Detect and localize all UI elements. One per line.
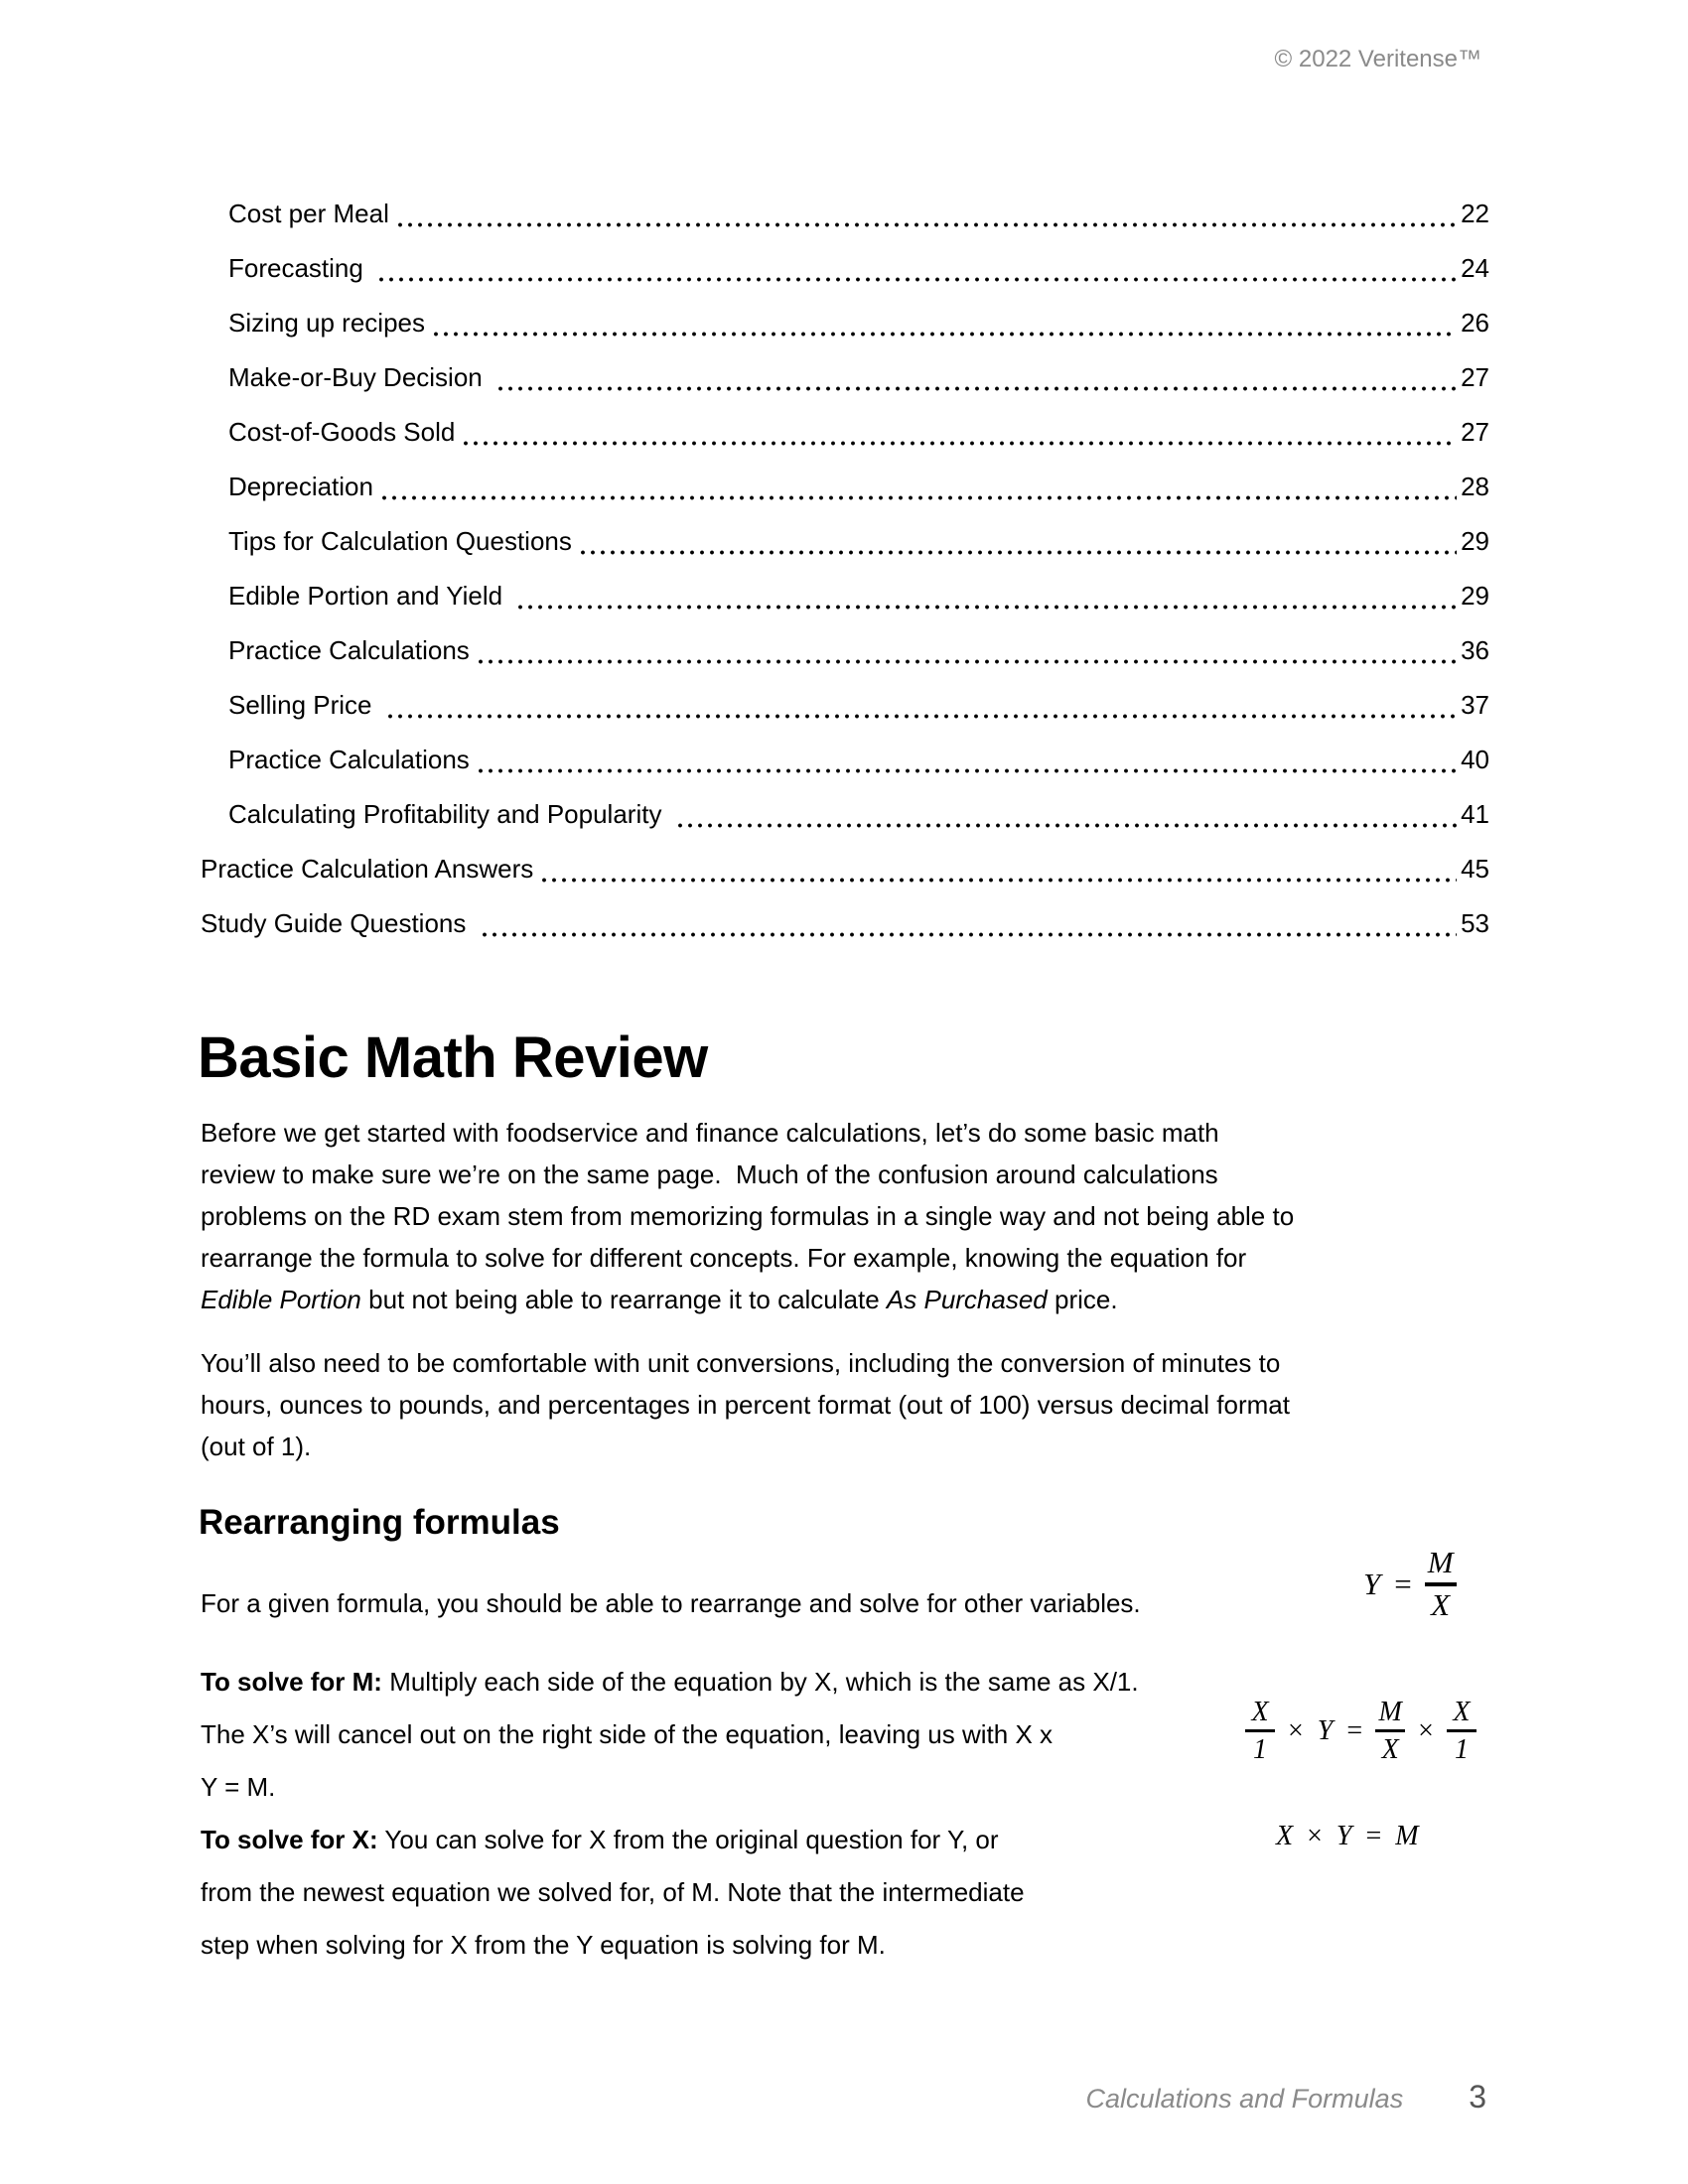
toc-page-number: 26 [1461, 308, 1489, 338]
toc-dot-leader [539, 842, 1457, 896]
toc-entry[interactable] [201, 460, 1489, 514]
toc-entry[interactable] [201, 405, 1489, 460]
fraction-bar [1375, 1729, 1405, 1732]
toc-page-number: 28 [1461, 472, 1489, 501]
toc-page-number: 45 [1461, 854, 1489, 884]
text-line: (out of 1). [201, 1432, 312, 1461]
toc-entry[interactable] [201, 842, 1489, 896]
toc-entry[interactable] [201, 296, 1489, 350]
toc-dot-leader [515, 569, 1457, 623]
toc-entry-label: Practice Calculations [228, 635, 470, 665]
math-variable: Y [1363, 1566, 1381, 1601]
intro-paragraph [201, 1112, 1501, 1320]
footer-page-number: 3 [1469, 2079, 1486, 2115]
math-variable: M [1395, 1821, 1419, 1851]
text-line: Y = M. [201, 1772, 276, 1802]
conversions-paragraph [201, 1342, 1501, 1467]
toc-entry-label: Sizing up recipes [228, 308, 425, 338]
footer-section-title: Calculations and Formulas [1085, 2084, 1404, 2114]
toc-entry-label: Study Guide Questions [201, 908, 474, 938]
toc-dot-leader [495, 350, 1457, 405]
toc-entry-label: Depreciation [228, 472, 373, 501]
text-line: rearrange the formula to solve for different concepts. For example, knowing the equation for [201, 1243, 1247, 1273]
text-line: hours, ounces to pounds, and percentages in percent format (out of 100) versus decimal format [201, 1390, 1290, 1420]
toc-entry-label: Practice Calculations [228, 745, 470, 774]
text-line: Edible Portion but not being able to rearrange it to calculate As Purchased price. [201, 1285, 1118, 1314]
toc-entry[interactable] [201, 569, 1489, 623]
fraction-bar [1447, 1729, 1477, 1732]
table-of-contents [201, 187, 1489, 951]
math-operator: = [1394, 1566, 1412, 1601]
toc-page-number: 29 [1461, 526, 1489, 556]
fraction: $\frac{M}{X}$ [1425, 1547, 1457, 1621]
subsection-title: Rearranging formulas [199, 1503, 560, 1542]
formula-cancel-x [1241, 1698, 1480, 1765]
fraction: $\frac{M}{X}$ [1375, 1698, 1405, 1765]
solve-for-x-paragraph [201, 1814, 1313, 1972]
toc-page-number: 29 [1461, 581, 1489, 611]
footer [1086, 2079, 1486, 2116]
math-operator: × [1288, 1714, 1304, 1746]
toc-dot-leader [476, 623, 1457, 678]
toc-entry[interactable] [201, 787, 1489, 842]
toc-page-number: 24 [1461, 253, 1489, 283]
toc-dot-leader [476, 733, 1457, 787]
math-operator: = [1346, 1714, 1363, 1746]
toc-dot-leader [376, 241, 1457, 296]
toc-dot-leader [675, 787, 1457, 842]
math-variable: Y [1336, 1821, 1352, 1851]
text-line: For a given formula, you should be able to rearrange and solve for other variables. [201, 1588, 1141, 1618]
formula-x-times-y-equals-m [1271, 1821, 1424, 1852]
math-operator: = [1365, 1821, 1382, 1851]
fraction-bar [1245, 1729, 1275, 1732]
text-line: You’ll also need to be comfortable with unit conversions, including the conversion of minutes to [201, 1348, 1281, 1378]
solve-for-m-paragraph [201, 1656, 1313, 1814]
text-line: The X’s will cancel out on the right side of the equation, leaving us with X x [201, 1719, 1054, 1749]
toc-page-number: 53 [1461, 908, 1489, 938]
toc-entry[interactable] [201, 733, 1489, 787]
toc-entry[interactable] [201, 623, 1489, 678]
toc-entry-label: Cost-of-Goods Sold [228, 417, 456, 447]
fraction: $\frac{X}{1}$ [1447, 1698, 1477, 1765]
toc-page-number: 22 [1461, 199, 1489, 228]
math-operator: × [1418, 1714, 1434, 1746]
toc-entry-label: Forecasting [228, 253, 371, 283]
toc-dot-leader [480, 896, 1457, 951]
toc-entry-label: Make-or-Buy Decision [228, 362, 490, 392]
toc-dot-leader [578, 514, 1457, 569]
toc-page-number: 40 [1461, 745, 1489, 774]
toc-page-number: 41 [1461, 799, 1489, 829]
toc-entry[interactable] [201, 187, 1489, 241]
toc-entry-label: Cost per Meal [228, 199, 389, 228]
toc-page-number: 37 [1461, 690, 1489, 720]
math-variable: Y [1317, 1714, 1334, 1746]
toc-dot-leader [385, 678, 1457, 733]
toc-page-number: 36 [1461, 635, 1489, 665]
copyright-notice: © 2022 Veritense™ [1274, 46, 1481, 72]
fraction-bar [1425, 1582, 1457, 1586]
toc-entry-label: Calculating Profitability and Popularity [228, 799, 669, 829]
toc-entry[interactable] [201, 241, 1489, 296]
formula-y-equals-m-over-x [1358, 1547, 1461, 1621]
text-line: from the newest equation we solved for, of M. Note that the intermediate [201, 1877, 1025, 1907]
toc-entry[interactable] [201, 514, 1489, 569]
formula-lead-paragraph [201, 1582, 1352, 1624]
toc-dot-leader [461, 405, 1457, 460]
section-title: Basic Math Review [198, 1025, 708, 1090]
toc-entry[interactable] [201, 350, 1489, 405]
text-line: To solve for X: You can solve for X from the original question for Y, or [201, 1825, 999, 1854]
toc-page-number: 27 [1461, 417, 1489, 447]
text-line: step when solving for X from the Y equation is solving for M. [201, 1930, 886, 1960]
math-variable: X [1276, 1821, 1294, 1851]
text-line: review to make sure we’re on the same page. Much of the confusion around calculations [201, 1160, 1218, 1189]
toc-entry[interactable] [201, 896, 1489, 951]
text-line: Before we get started with foodservice and finance calculations, let’s do some basic math [201, 1118, 1219, 1148]
text-line: To solve for M: Multiply each side of the equation by X, which is the same as X/1. [201, 1667, 1139, 1697]
toc-entry-label: Tips for Calculation Questions [228, 526, 572, 556]
fraction: $\frac{X}{1}$ [1245, 1698, 1275, 1765]
toc-entry-label: Practice Calculation Answers [201, 854, 534, 884]
text-line: problems on the RD exam stem from memorizing formulas in a single way and not being able to [201, 1201, 1295, 1231]
toc-dot-leader [431, 296, 1457, 350]
toc-entry-label: Selling Price [228, 690, 379, 720]
toc-entry-label: Edible Portion and Yield [228, 581, 510, 611]
toc-page-number: 27 [1461, 362, 1489, 392]
toc-entry[interactable] [201, 678, 1489, 733]
toc-dot-leader [395, 187, 1457, 241]
math-operator: × [1307, 1821, 1323, 1851]
toc-dot-leader [379, 460, 1457, 514]
